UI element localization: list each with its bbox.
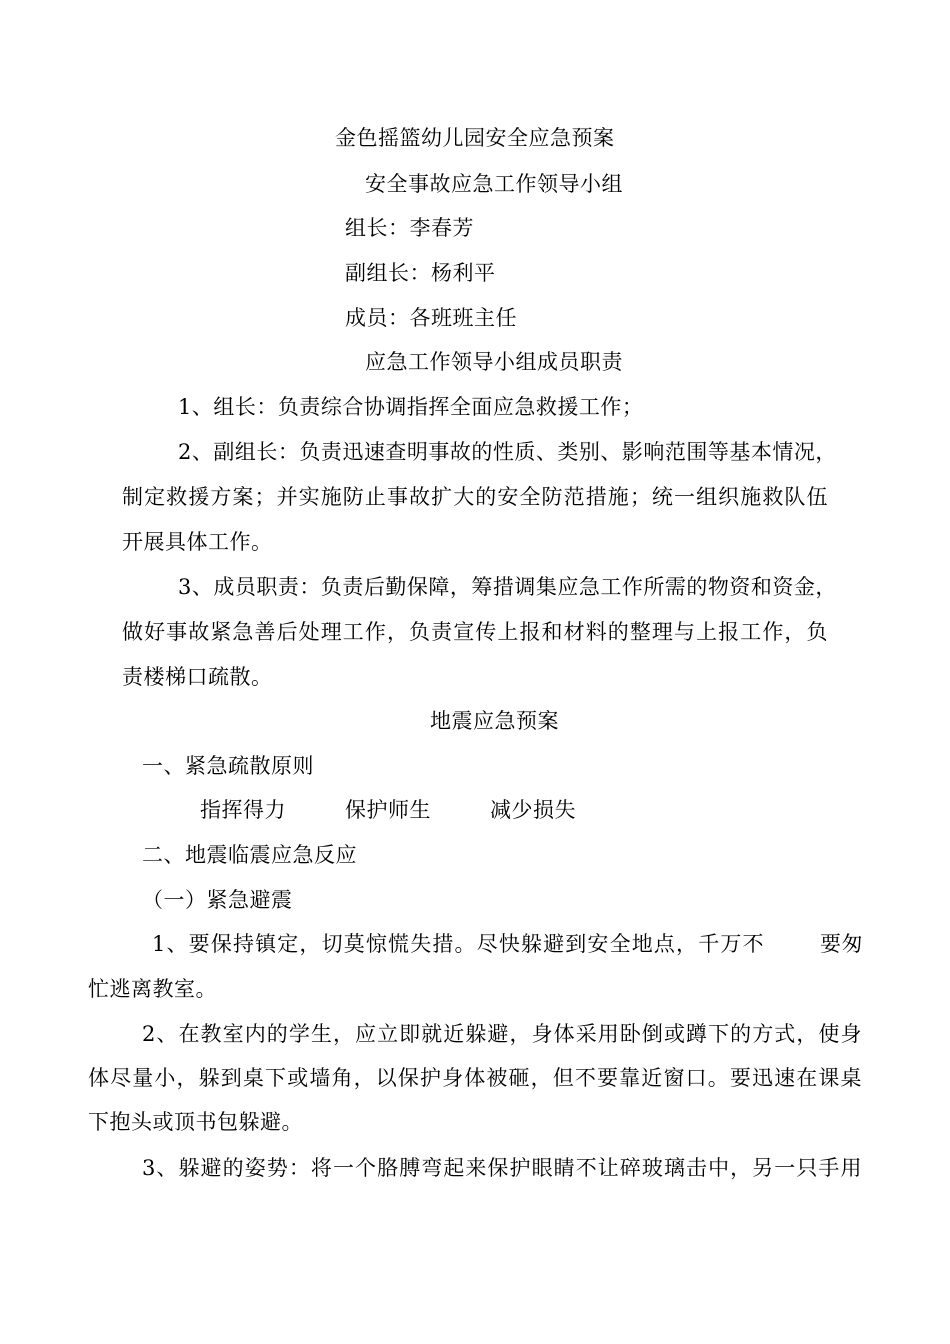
duty-item-1: 1、组长：负责综合协调指挥全面应急救援工作； (178, 395, 644, 419)
section-2-heading: 二、地震临震应急反应 (142, 843, 357, 867)
duty-item-3-line-1: 3、成员职责：负责后勤保障，筹措调集应急工作所需的物资和资金， (178, 575, 837, 599)
principle-3: 减少损失 (490, 798, 576, 822)
members-line: 成员：各班班主任 (345, 306, 517, 330)
earthquake-heading: 地震应急预案 (430, 709, 559, 733)
duty-item-3-line-2: 做好事故紧急善后处理工作，负责宣传上报和材料的整理与上报工作，负 (122, 620, 828, 644)
principle-1: 指挥得力 (200, 798, 286, 822)
duty-item-3-line-3: 责楼梯口疏散。 (122, 665, 273, 689)
section-1-heading: 一、紧急疏散原则 (142, 754, 314, 778)
deputy-line: 副组长：杨利平 (345, 261, 496, 285)
leader-line: 组长：李春芳 (345, 216, 474, 240)
duty-item-2-line-1: 2、副组长：负责迅速查明事故的性质、类别、影响范围等基本情况， (178, 440, 837, 464)
duty-item-2-line-3: 开展具体工作。 (122, 530, 273, 554)
para-3-line-1: 3、躲避的姿势：将一个胳膊弯起来保护眼睛不让碎玻璃击中，另一只手用 (142, 1156, 862, 1180)
principle-2: 保护师生 (345, 798, 431, 822)
doc-title: 金色摇篮幼儿园安全应急预案 (335, 126, 615, 150)
para-2-line-2: 体尽量小，躲到桌下或墙角，以保护身体被砸，但不要靠近窗口。要迅速在课桌 (88, 1066, 862, 1090)
para-1-line-1a: 1、要保持镇定，切莫惊慌失措。尽快躲避到安全地点，千万不 (152, 932, 764, 956)
leadership-heading: 安全事故应急工作领导小组 (365, 172, 623, 196)
para-1-line-2: 忙逃离教室。 (88, 977, 217, 1001)
subsection-1-heading: （一）紧急避震 (142, 888, 293, 912)
para-2-line-1: 2、在教室内的学生，应立即就近躲避，身体采用卧倒或蹲下的方式，使身 (142, 1022, 862, 1046)
duties-heading: 应急工作领导小组成员职责 (365, 350, 623, 374)
duty-item-2-line-2: 制定救援方案；并实施防止事故扩大的安全防范措施；统一组织施救队伍 (122, 485, 828, 509)
para-2-line-3: 下抱头或顶书包躲避。 (88, 1110, 303, 1134)
para-1-line-1b: 要匆 (820, 932, 863, 956)
